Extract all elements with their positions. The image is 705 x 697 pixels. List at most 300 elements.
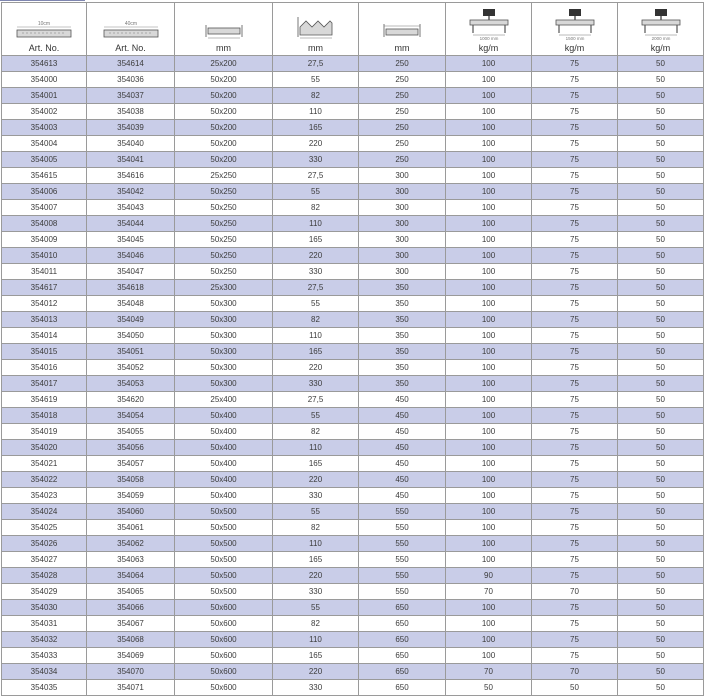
table-row <box>2 440 704 456</box>
art-no-40cm-cell: 354062 <box>87 536 175 552</box>
art-no-10cm-cell: 354017 <box>2 376 87 392</box>
load-2000-cell: 50 <box>618 504 704 520</box>
width-cell: 250 <box>359 152 446 168</box>
profile-cell: 27,5 <box>273 56 359 72</box>
table-row <box>2 312 704 328</box>
load-1000-cell: 100 <box>446 104 532 120</box>
load-1500-cell: 75 <box>532 392 618 408</box>
table-row <box>2 392 704 408</box>
dimension-cell: 50x400 <box>175 440 273 456</box>
load-2000-cell: 50 <box>618 88 704 104</box>
table-body <box>2 56 704 696</box>
table-row <box>2 344 704 360</box>
art-no-40cm-cell: 354060 <box>87 504 175 520</box>
art-no-10cm-cell: 354029 <box>2 584 87 600</box>
profile-cell: 55 <box>273 408 359 424</box>
art-no-10cm-cell: 354025 <box>2 520 87 536</box>
load-1500-cell: 75 <box>532 296 618 312</box>
art-no-40cm-cell: 354044 <box>87 216 175 232</box>
load-2000-cell: 50 <box>618 680 704 696</box>
dimension-cell: 50x400 <box>175 488 273 504</box>
art-no-10cm-cell: 354028 <box>2 568 87 584</box>
art-no-40cm-cell: 354061 <box>87 520 175 536</box>
profile-cell: 27,5 <box>273 392 359 408</box>
width-cell: 650 <box>359 664 446 680</box>
load-1500-cell: 75 <box>532 184 618 200</box>
load-1500mm-icon <box>550 7 600 41</box>
long-board-icon <box>14 19 74 41</box>
load-1000-cell: 100 <box>446 296 532 312</box>
dimension-cell: 50x300 <box>175 312 273 328</box>
table-row <box>2 328 704 344</box>
dimension-cell: 50x250 <box>175 248 273 264</box>
table-row <box>2 456 704 472</box>
width-cell: 450 <box>359 392 446 408</box>
load-2000-cell: 50 <box>618 408 704 424</box>
profile-cell: 220 <box>273 664 359 680</box>
load-1000-cell: 100 <box>446 328 532 344</box>
svg-text:10cm: 10cm <box>37 21 51 27</box>
art-no-10cm-cell: 354033 <box>2 648 87 664</box>
art-no-40cm-cell: 354041 <box>87 152 175 168</box>
table-row <box>2 232 704 248</box>
load-1500-cell: 75 <box>532 616 618 632</box>
table-row <box>2 248 704 264</box>
width-cell: 550 <box>359 568 446 584</box>
table-row <box>2 488 704 504</box>
header-profile <box>273 3 359 56</box>
dimension-cell: 50x600 <box>175 664 273 680</box>
load-1500-cell: 75 <box>532 168 618 184</box>
art-no-40cm-cell: 354055 <box>87 424 175 440</box>
width-cell: 250 <box>359 56 446 72</box>
art-no-40cm-cell: 354047 <box>87 264 175 280</box>
art-no-40cm-cell: 354036 <box>87 72 175 88</box>
width-cell: 350 <box>359 296 446 312</box>
dimension-cell: 50x500 <box>175 552 273 568</box>
load-1500-cell: 75 <box>532 152 618 168</box>
header-load-1000 <box>446 3 532 56</box>
profile-cell: 330 <box>273 584 359 600</box>
load-1000-cell: 100 <box>446 552 532 568</box>
dimension-cell: 50x300 <box>175 296 273 312</box>
dimension-cell: 50x400 <box>175 408 273 424</box>
art-no-10cm-cell: 354613 <box>2 56 87 72</box>
dimension-cell: 25x200 <box>175 56 273 72</box>
art-no-10cm-cell: 354012 <box>2 296 87 312</box>
header-load-2000 <box>618 3 704 56</box>
profile-cell: 165 <box>273 344 359 360</box>
art-no-40cm-cell: 354053 <box>87 376 175 392</box>
load-2000-cell: 50 <box>618 72 704 88</box>
dimension-cell: 50x600 <box>175 680 273 696</box>
load-1500-cell: 75 <box>532 424 618 440</box>
table-row <box>2 616 704 632</box>
profile-cell: 330 <box>273 376 359 392</box>
load-2000-cell: 50 <box>618 360 704 376</box>
table-row <box>2 56 704 72</box>
width-cell: 550 <box>359 520 446 536</box>
art-no-10cm-cell: 354030 <box>2 600 87 616</box>
profile-cell: 165 <box>273 232 359 248</box>
header-label: kg/m <box>564 43 585 53</box>
load-1500-cell: 75 <box>532 232 618 248</box>
load-1000-cell: 100 <box>446 216 532 232</box>
art-no-40cm-cell: 354040 <box>87 136 175 152</box>
load-1000-cell: 100 <box>446 72 532 88</box>
load-2000-cell: 50 <box>618 584 704 600</box>
dimension-cell: 50x250 <box>175 216 273 232</box>
load-1500-cell: 75 <box>532 600 618 616</box>
load-2000-cell: 50 <box>618 328 704 344</box>
load-1500-cell: 75 <box>532 568 618 584</box>
load-2000-cell: 50 <box>618 648 704 664</box>
load-1500-cell: 75 <box>532 440 618 456</box>
load-1500-cell: 70 <box>532 664 618 680</box>
art-no-10cm-cell: 354013 <box>2 312 87 328</box>
art-no-10cm-cell: 354001 <box>2 88 87 104</box>
art-no-40cm-cell: 354043 <box>87 200 175 216</box>
load-2000-cell: 50 <box>618 632 704 648</box>
art-no-10cm-cell: 354004 <box>2 136 87 152</box>
art-no-40cm-cell: 354039 <box>87 120 175 136</box>
art-no-40cm-cell: 354065 <box>87 584 175 600</box>
board-profile-teeth-icon <box>294 13 338 41</box>
art-no-10cm-cell: 354015 <box>2 344 87 360</box>
art-no-40cm-cell: 354038 <box>87 104 175 120</box>
load-2000-cell: 50 <box>618 280 704 296</box>
load-1500-cell: 75 <box>532 552 618 568</box>
profile-cell: 82 <box>273 200 359 216</box>
width-cell: 250 <box>359 88 446 104</box>
art-no-10cm-cell: 354016 <box>2 360 87 376</box>
art-no-40cm-cell: 354052 <box>87 360 175 376</box>
table-row <box>2 184 704 200</box>
width-cell: 350 <box>359 328 446 344</box>
load-2000-cell: 50 <box>618 136 704 152</box>
width-cell: 550 <box>359 536 446 552</box>
load-1500-cell: 75 <box>532 264 618 280</box>
table-row <box>2 376 704 392</box>
art-no-10cm-cell: 354018 <box>2 408 87 424</box>
art-no-40cm-cell: 354046 <box>87 248 175 264</box>
art-no-10cm-cell: 354022 <box>2 472 87 488</box>
dimension-cell: 25x400 <box>175 392 273 408</box>
art-no-40cm-cell: 354066 <box>87 600 175 616</box>
art-no-40cm-cell: 354042 <box>87 184 175 200</box>
profile-cell: 82 <box>273 312 359 328</box>
load-1000-cell: 100 <box>446 312 532 328</box>
art-no-10cm-cell: 354002 <box>2 104 87 120</box>
header-art-no-40cm <box>87 3 175 56</box>
profile-cell: 110 <box>273 632 359 648</box>
load-1000-cell: 100 <box>446 184 532 200</box>
table-row <box>2 136 704 152</box>
art-no-10cm-cell: 354024 <box>2 504 87 520</box>
width-cell: 250 <box>359 104 446 120</box>
dimension-cell: 50x300 <box>175 360 273 376</box>
art-no-10cm-cell: 354005 <box>2 152 87 168</box>
load-1500-cell: 75 <box>532 88 618 104</box>
load-2000-cell: 50 <box>618 184 704 200</box>
load-1500-cell: 75 <box>532 520 618 536</box>
art-no-10cm-cell: 354615 <box>2 168 87 184</box>
art-no-40cm-cell: 354067 <box>87 616 175 632</box>
dimension-cell: 50x600 <box>175 632 273 648</box>
header-width <box>359 3 446 56</box>
width-cell: 250 <box>359 136 446 152</box>
load-2000-cell: 50 <box>618 232 704 248</box>
table-row <box>2 408 704 424</box>
dimension-cell: 50x300 <box>175 344 273 360</box>
profile-cell: 220 <box>273 248 359 264</box>
width-cell: 250 <box>359 120 446 136</box>
load-1000-cell: 100 <box>446 488 532 504</box>
art-no-10cm-cell: 354021 <box>2 456 87 472</box>
top-rule <box>0 0 85 1</box>
width-cell: 300 <box>359 184 446 200</box>
art-no-10cm-cell: 354010 <box>2 248 87 264</box>
profile-cell: 330 <box>273 488 359 504</box>
art-no-10cm-cell: 354031 <box>2 616 87 632</box>
width-cell: 650 <box>359 632 446 648</box>
art-no-40cm-cell: 354037 <box>87 88 175 104</box>
load-1500-cell: 75 <box>532 456 618 472</box>
width-cell: 350 <box>359 312 446 328</box>
table-row <box>2 680 704 696</box>
header-label: mm <box>216 43 231 53</box>
load-2000-cell: 50 <box>618 392 704 408</box>
profile-cell: 55 <box>273 184 359 200</box>
profile-cell: 165 <box>273 552 359 568</box>
art-no-10cm-cell: 354011 <box>2 264 87 280</box>
profile-cell: 55 <box>273 296 359 312</box>
width-cell: 550 <box>359 504 446 520</box>
board-width-icon <box>380 19 424 41</box>
load-2000-cell: 50 <box>618 216 704 232</box>
load-2000-cell: 50 <box>618 616 704 632</box>
load-1000-cell: 100 <box>446 168 532 184</box>
load-1000-cell: 70 <box>446 584 532 600</box>
load-1000-cell: 100 <box>446 440 532 456</box>
profile-cell: 165 <box>273 120 359 136</box>
load-2000mm-icon <box>636 7 686 41</box>
art-no-40cm-cell: 354045 <box>87 232 175 248</box>
load-1000-cell: 100 <box>446 56 532 72</box>
load-2000-cell: 50 <box>618 168 704 184</box>
profile-cell: 110 <box>273 536 359 552</box>
load-1500-cell: 75 <box>532 488 618 504</box>
table-row <box>2 424 704 440</box>
table-row <box>2 536 704 552</box>
width-cell: 650 <box>359 600 446 616</box>
svg-text:1000 mm: 1000 mm <box>479 36 498 41</box>
table-row <box>2 200 704 216</box>
table-row <box>2 632 704 648</box>
art-no-10cm-cell: 354008 <box>2 216 87 232</box>
header-dimensions <box>175 3 273 56</box>
profile-cell: 165 <box>273 648 359 664</box>
load-1500-cell: 75 <box>532 72 618 88</box>
dimension-cell: 50x400 <box>175 472 273 488</box>
dimension-cell: 50x600 <box>175 600 273 616</box>
art-no-40cm-cell: 354064 <box>87 568 175 584</box>
header-load-1500 <box>532 3 618 56</box>
art-no-10cm-cell: 354006 <box>2 184 87 200</box>
load-1500-cell: 75 <box>532 472 618 488</box>
dimension-cell: 50x300 <box>175 376 273 392</box>
load-1000-cell: 100 <box>446 200 532 216</box>
art-no-10cm-cell: 354034 <box>2 664 87 680</box>
load-2000-cell: 50 <box>618 312 704 328</box>
art-no-10cm-cell: 354032 <box>2 632 87 648</box>
profile-cell: 110 <box>273 216 359 232</box>
width-cell: 300 <box>359 264 446 280</box>
load-1500-cell: 75 <box>532 632 618 648</box>
svg-text:1500 mm: 1500 mm <box>565 36 584 41</box>
art-no-40cm-cell: 354071 <box>87 680 175 696</box>
art-no-10cm-cell: 354027 <box>2 552 87 568</box>
width-cell: 650 <box>359 680 446 696</box>
width-cell: 350 <box>359 280 446 296</box>
load-2000-cell: 50 <box>618 104 704 120</box>
load-2000-cell: 50 <box>618 264 704 280</box>
board-cross-section-icon <box>202 19 246 41</box>
width-cell: 350 <box>359 344 446 360</box>
load-1500-cell: 50 <box>532 680 618 696</box>
load-2000-cell: 50 <box>618 296 704 312</box>
header-label: kg/m <box>650 43 671 53</box>
load-1000-cell: 100 <box>446 360 532 376</box>
dimension-cell: 25x250 <box>175 168 273 184</box>
width-cell: 450 <box>359 440 446 456</box>
art-no-10cm-cell: 354019 <box>2 424 87 440</box>
table-row <box>2 552 704 568</box>
load-1500-cell: 75 <box>532 408 618 424</box>
header-row <box>2 3 704 56</box>
table-row <box>2 360 704 376</box>
art-no-40cm-cell: 354049 <box>87 312 175 328</box>
width-cell: 250 <box>359 72 446 88</box>
header-art-no-10cm <box>2 3 87 56</box>
table-row <box>2 120 704 136</box>
profile-cell: 82 <box>273 616 359 632</box>
profile-cell: 330 <box>273 680 359 696</box>
art-no-10cm-cell: 354020 <box>2 440 87 456</box>
load-2000-cell: 50 <box>618 520 704 536</box>
load-1000-cell: 100 <box>446 648 532 664</box>
art-no-10cm-cell: 354007 <box>2 200 87 216</box>
art-no-10cm-cell: 354026 <box>2 536 87 552</box>
art-no-10cm-cell: 354003 <box>2 120 87 136</box>
load-1000-cell: 100 <box>446 520 532 536</box>
load-1000-cell: 100 <box>446 136 532 152</box>
width-cell: 300 <box>359 168 446 184</box>
load-1500-cell: 75 <box>532 120 618 136</box>
table-row <box>2 520 704 536</box>
table-row <box>2 472 704 488</box>
load-2000-cell: 50 <box>618 440 704 456</box>
profile-cell: 330 <box>273 264 359 280</box>
table-row <box>2 296 704 312</box>
load-1500-cell: 75 <box>532 648 618 664</box>
width-cell: 550 <box>359 584 446 600</box>
width-cell: 450 <box>359 408 446 424</box>
load-1000-cell: 90 <box>446 568 532 584</box>
load-2000-cell: 50 <box>618 424 704 440</box>
table-row <box>2 88 704 104</box>
art-no-40cm-cell: 354068 <box>87 632 175 648</box>
load-1500-cell: 75 <box>532 360 618 376</box>
profile-cell: 220 <box>273 360 359 376</box>
profile-cell: 55 <box>273 72 359 88</box>
load-1500-cell: 70 <box>532 584 618 600</box>
profile-cell: 55 <box>273 600 359 616</box>
header-label: mm <box>308 43 323 53</box>
art-no-40cm-cell: 354048 <box>87 296 175 312</box>
load-1000-cell: 100 <box>446 264 532 280</box>
width-cell: 300 <box>359 216 446 232</box>
profile-cell: 220 <box>273 136 359 152</box>
art-no-10cm-cell: 354617 <box>2 280 87 296</box>
width-cell: 350 <box>359 376 446 392</box>
table-row <box>2 648 704 664</box>
load-2000-cell: 50 <box>618 600 704 616</box>
load-2000-cell: 50 <box>618 552 704 568</box>
svg-text:2000 mm: 2000 mm <box>651 36 670 41</box>
dimension-cell: 50x200 <box>175 152 273 168</box>
width-cell: 650 <box>359 648 446 664</box>
load-1500-cell: 75 <box>532 104 618 120</box>
load-1500-cell: 75 <box>532 344 618 360</box>
header-label: mm <box>394 43 410 53</box>
profile-cell: 27,5 <box>273 168 359 184</box>
table-row <box>2 104 704 120</box>
art-no-40cm-cell: 354616 <box>87 168 175 184</box>
load-2000-cell: 50 <box>618 200 704 216</box>
profile-cell: 110 <box>273 104 359 120</box>
load-1000-cell: 100 <box>446 344 532 360</box>
table-row <box>2 584 704 600</box>
table-row <box>2 168 704 184</box>
load-2000-cell: 50 <box>618 376 704 392</box>
dimension-cell: 50x500 <box>175 536 273 552</box>
art-no-10cm-cell: 354035 <box>2 680 87 696</box>
table-row <box>2 280 704 296</box>
load-1000-cell: 100 <box>446 376 532 392</box>
load-1000-cell: 100 <box>446 120 532 136</box>
profile-cell: 110 <box>273 440 359 456</box>
art-no-40cm-cell: 354058 <box>87 472 175 488</box>
profile-cell: 165 <box>273 456 359 472</box>
table-row <box>2 152 704 168</box>
table-row <box>2 504 704 520</box>
load-2000-cell: 50 <box>618 664 704 680</box>
table-row <box>2 72 704 88</box>
profile-cell: 82 <box>273 424 359 440</box>
table-row <box>2 264 704 280</box>
art-no-40cm-cell: 354051 <box>87 344 175 360</box>
svg-text:40cm: 40cm <box>124 21 137 27</box>
load-2000-cell: 50 <box>618 120 704 136</box>
table-row <box>2 664 704 680</box>
dimension-cell: 50x500 <box>175 504 273 520</box>
load-1000-cell: 100 <box>446 88 532 104</box>
width-cell: 550 <box>359 552 446 568</box>
load-1000-cell: 100 <box>446 616 532 632</box>
width-cell: 650 <box>359 616 446 632</box>
load-1500-cell: 75 <box>532 56 618 72</box>
